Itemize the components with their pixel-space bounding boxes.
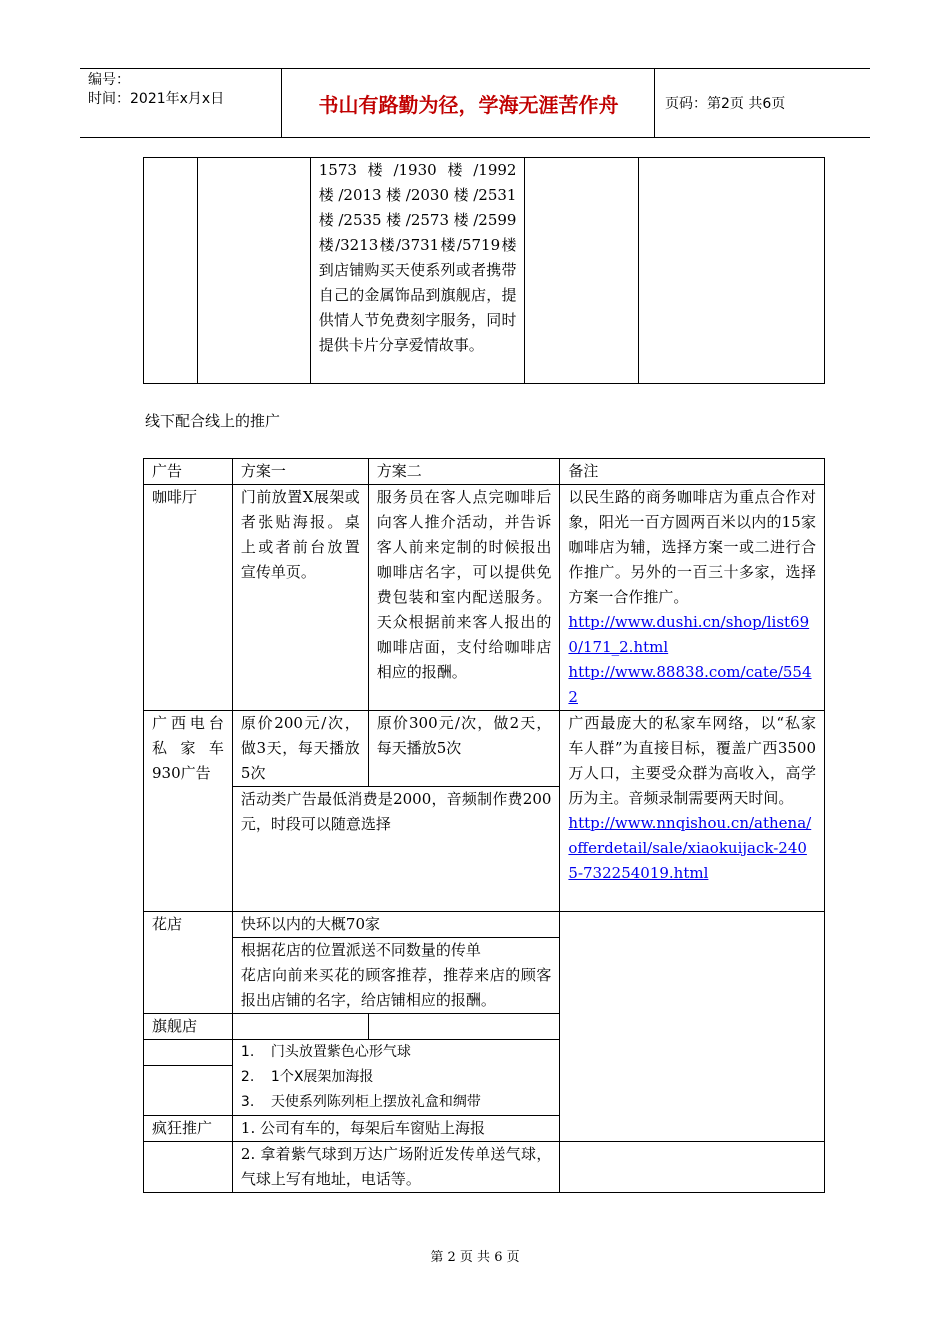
date-label: 时间：2021年x月x日	[88, 91, 225, 107]
table-cell	[368, 1014, 560, 1040]
crazy-name: 疯狂推广	[144, 1116, 233, 1142]
cafe-name: 咖啡厅	[144, 485, 233, 711]
radio-note: 广西最庞大的私家车网络，以“私家车人群”为直接目标，覆盖广西3500万人口，主要受众群为高收入，高学历为主。音频录制需要两天时间。	[568, 714, 816, 807]
cafe-note-cell	[560, 485, 825, 711]
florist-line-1: 快环以内的大概70家	[240, 915, 380, 933]
header-motto: 书山有路勤为径，学海无涯苦作舟	[283, 69, 655, 137]
cafe-note: 以民生路的商务咖啡店为重点合作对象，阳光一百方圆两百米以内的15家咖啡店为辅，选择方案一或二进行合作推广。另外的一百三十多家，选择方案一合作推广。	[568, 488, 816, 606]
header-cell: 方案二	[368, 459, 560, 485]
list-num: 1.	[240, 1044, 255, 1060]
table-row	[144, 711, 825, 787]
header-meta	[80, 69, 282, 137]
list-num: 3.	[240, 1094, 255, 1110]
table-header-row	[144, 459, 825, 485]
table-cell	[560, 912, 825, 1142]
header-cell: 方案一	[232, 459, 368, 485]
table-cell	[525, 158, 639, 384]
table-cell	[560, 1142, 825, 1193]
top-table	[143, 157, 825, 384]
page-footer: 第 2 页 共 6 页	[430, 1250, 520, 1265]
florist-plan-cell	[232, 912, 560, 1014]
cafe-plan2: 服务员在客人点完咖啡后向客人推介活动，并告诉客人前来定制的时候报出咖啡店名字，可以提供免费包装和室内配送服务。天众根据前来客人报出的咖啡店面，支付给咖啡店相应的报酬。	[368, 485, 560, 711]
radio-plan2: 原价300元/次，做2天，每天播放5次	[368, 711, 560, 787]
header-cell: 备注	[560, 459, 825, 485]
table-cell	[232, 1014, 368, 1040]
number-label: 编号：	[88, 72, 130, 88]
table-cell	[197, 158, 310, 384]
list-text: 门头放置紫色心形气球	[270, 1044, 411, 1060]
table-cell	[639, 158, 825, 384]
top-table-text: 1573楼/1930楼/1992楼/2013楼/2030楼/2531楼/2535楼/2573楼/2599楼/3213楼/3731楼/5719楼到店铺购买天使系列或者携带自己的金属饰品到旗舰店，提供情人节免费刻字服务，同时提供卡片分享爱情故事。	[310, 158, 525, 384]
table-row	[144, 1142, 825, 1193]
list-item	[241, 1040, 552, 1065]
list-item	[241, 1090, 552, 1115]
radio-plan1: 原价200元/次，做3天，每天播放5次	[232, 711, 368, 787]
cafe-link-2[interactable]: http://www.88838.com/cate/5542	[568, 663, 812, 706]
section-title: 线下配合线上的推广	[145, 412, 281, 430]
table-cell	[144, 1142, 233, 1193]
table-row	[144, 485, 825, 711]
florist-name: 花店	[144, 912, 233, 1014]
flagship-list	[232, 1040, 560, 1116]
list-text: 1个X展架加海报	[270, 1069, 374, 1085]
flagship-left-cell	[144, 1040, 233, 1116]
cafe-link-1[interactable]: http://www.dushi.cn/shop/list690/171_2.html	[568, 613, 810, 656]
table-row	[144, 158, 825, 384]
list-num: 2.	[240, 1069, 255, 1085]
promo-table	[143, 458, 825, 1193]
radio-link[interactable]: http://www.nnqishou.cn/athena/offerdetail/sale/xiaokuijack-2405-732254019.html	[568, 814, 812, 882]
crazy-line-2: 2. 拿着紫气球到万达广场附近发传单送气球，气球上写有地址，电话等。	[232, 1142, 560, 1193]
list-item	[241, 1065, 552, 1090]
page-header	[80, 68, 870, 138]
florist-line-2: 根据花店的位置派送不同数量的传单	[233, 937, 560, 963]
crazy-line-1: 1. 公司有车的，每架后车窗贴上海报	[232, 1116, 560, 1142]
table-cell	[144, 158, 198, 384]
radio-note-cell	[560, 711, 825, 912]
flagship-name: 旗舰店	[144, 1014, 233, 1040]
florist-line-3: 花店向前来买花的顾客推荐，推荐来店的顾客报出店铺的名字，给店铺相应的报酬。	[240, 966, 552, 1009]
header-cell: 广告	[144, 459, 233, 485]
radio-name: 广西电台私家车930广告	[144, 711, 233, 912]
list-text: 天使系列陈列柜上摆放礼盒和绸带	[270, 1094, 481, 1110]
table-row	[144, 912, 825, 1014]
radio-extra: 活动类广告最低消费是2000，音频制作费200元，时段可以随意选择	[232, 787, 560, 912]
header-page-label: 页码：第2页 共6页	[665, 96, 786, 112]
cafe-plan1: 门前放置X展架或者张贴海报。桌上或者前台放置宣传单页。	[232, 485, 368, 711]
